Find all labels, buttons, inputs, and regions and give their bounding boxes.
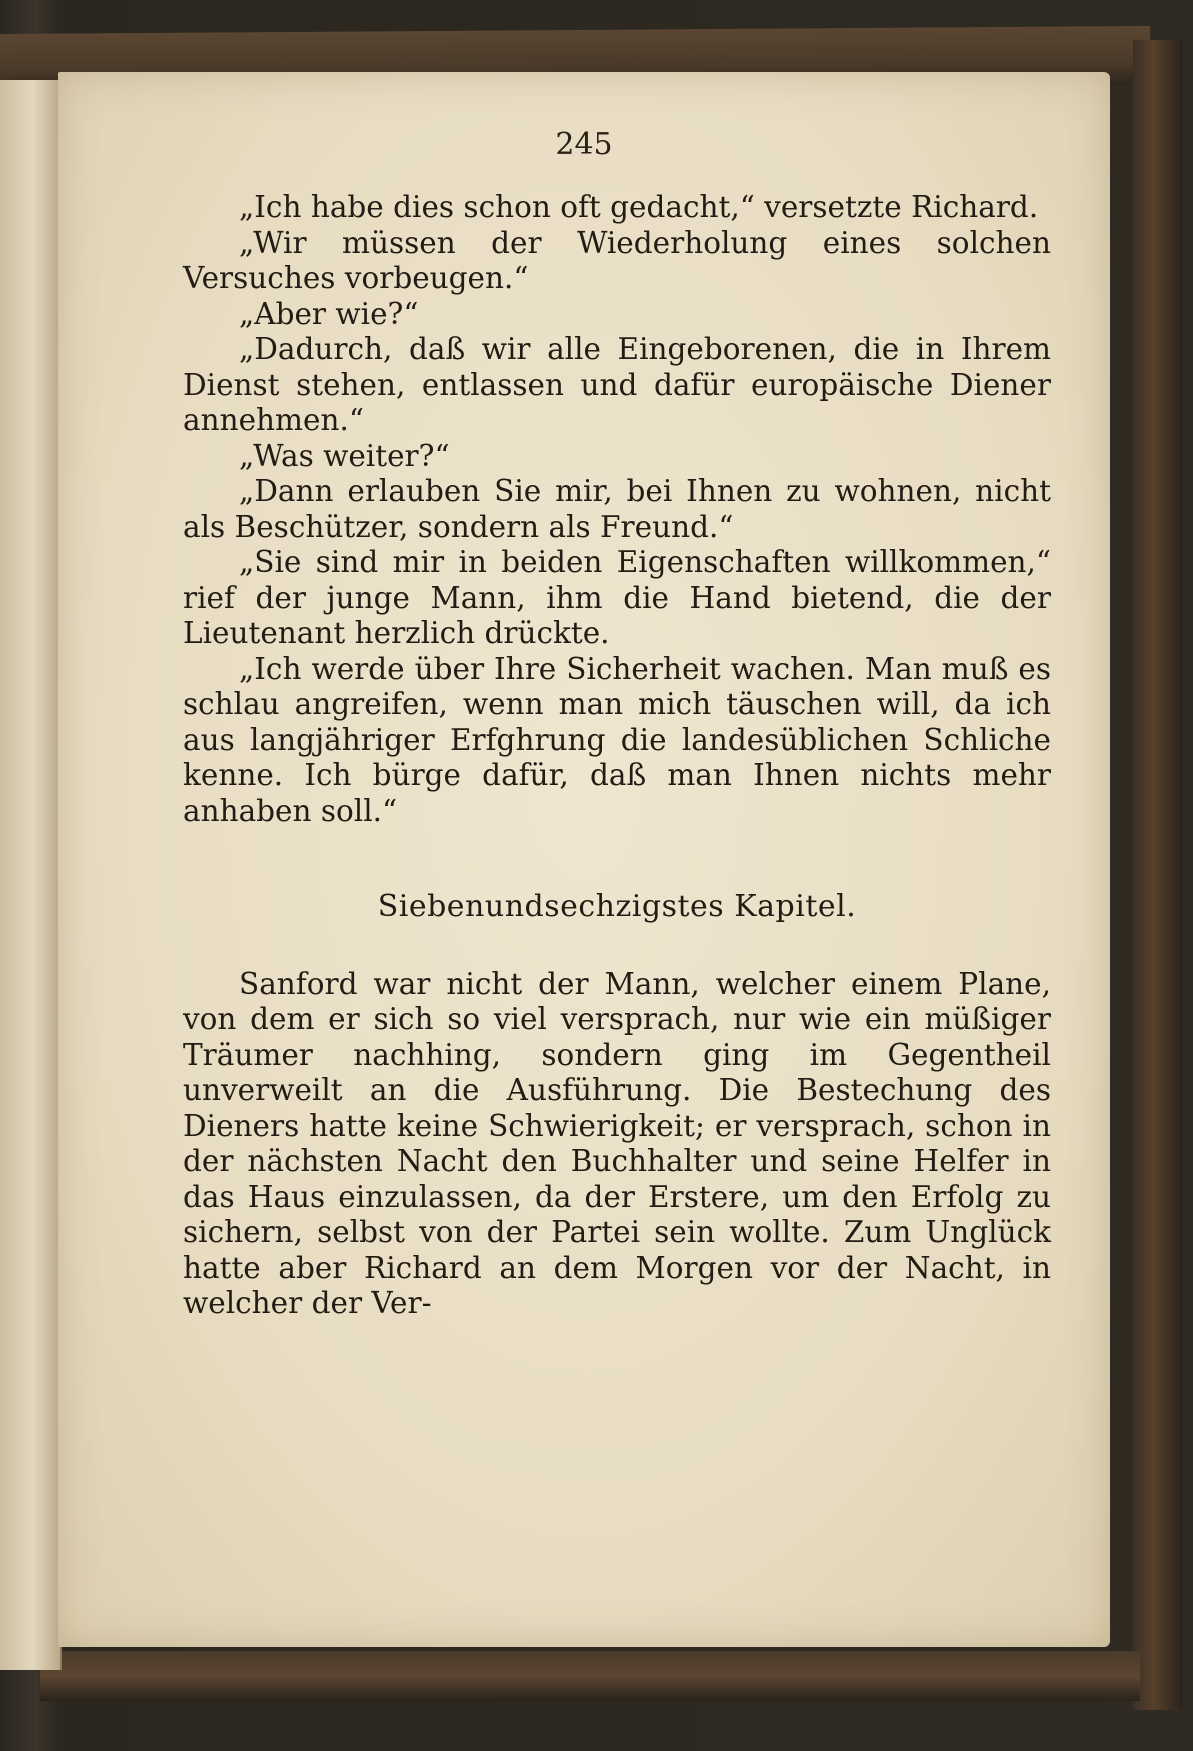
book-cover-right-edge bbox=[1133, 40, 1183, 1710]
paragraph: „Aber wie?“ bbox=[239, 296, 419, 331]
paragraph: „Ich werde über Ihre Sicherheit wachen. Man muß es schlau angreifen, wenn man mich täuschen will, da ich aus langjähriger Erfghrung die landesüblichen Schliche kenne. Ich bürge dafür, daß man Ihnen nichts mehr anhaben soll.“ bbox=[183, 651, 1051, 828]
paragraph: „Sie sind mir in beiden Eigenschaften willkommen,“ rief der junge Mann, ihm die Hand bietend, die der Lieutenant herzlich drückte. bbox=[183, 545, 1051, 650]
book-cover-bottom-edge bbox=[40, 1651, 1140, 1701]
chapter-heading: Siebenundsechzigstes Kapitel. bbox=[377, 889, 857, 924]
paragraph: „Ich habe dies schon oft gedacht,“ versetzte Richard. bbox=[239, 190, 1039, 224]
page-number: 245 bbox=[555, 127, 613, 162]
previous-page-edge bbox=[0, 80, 62, 1670]
paragraph: „Was weiter?“ bbox=[239, 438, 450, 473]
page-text bbox=[183, 190, 1051, 1322]
paragraph: „Dann erlauben Sie mir, bei Ihnen zu wohnen, nicht als Beschützer, sondern als Freund.“ bbox=[183, 474, 1051, 544]
paragraph: Sanford war nicht der Mann, welcher einem Plane, von dem er sich so viel versprach, nur wie ein müßiger Träumer nachhing, sondern ging im Gegentheil unverweilt an die Ausführung. Die Bestechung des Dieners hatte keine Schwierigkeit; er versprach, schon in der nächsten Nacht den Buchhalter und seine Helfer in das Haus einzulassen, da der Erstere, um den Erfolg zu sichern, selbst von der Partei sein wollte. Zum Unglück hatte aber Richard an dem Morgen vor der Nacht, in welcher der Ver- bbox=[183, 966, 1051, 1320]
book-page bbox=[58, 72, 1110, 1647]
paragraph: „Wir müssen der Wiederholung eines solchen Versuches vorbeugen.“ bbox=[183, 225, 1051, 295]
paragraph: „Dadurch, daß wir alle Eingeborenen, die in Ihrem Dienst stehen, entlassen und dafür europäische Diener annehmen.“ bbox=[183, 332, 1051, 437]
